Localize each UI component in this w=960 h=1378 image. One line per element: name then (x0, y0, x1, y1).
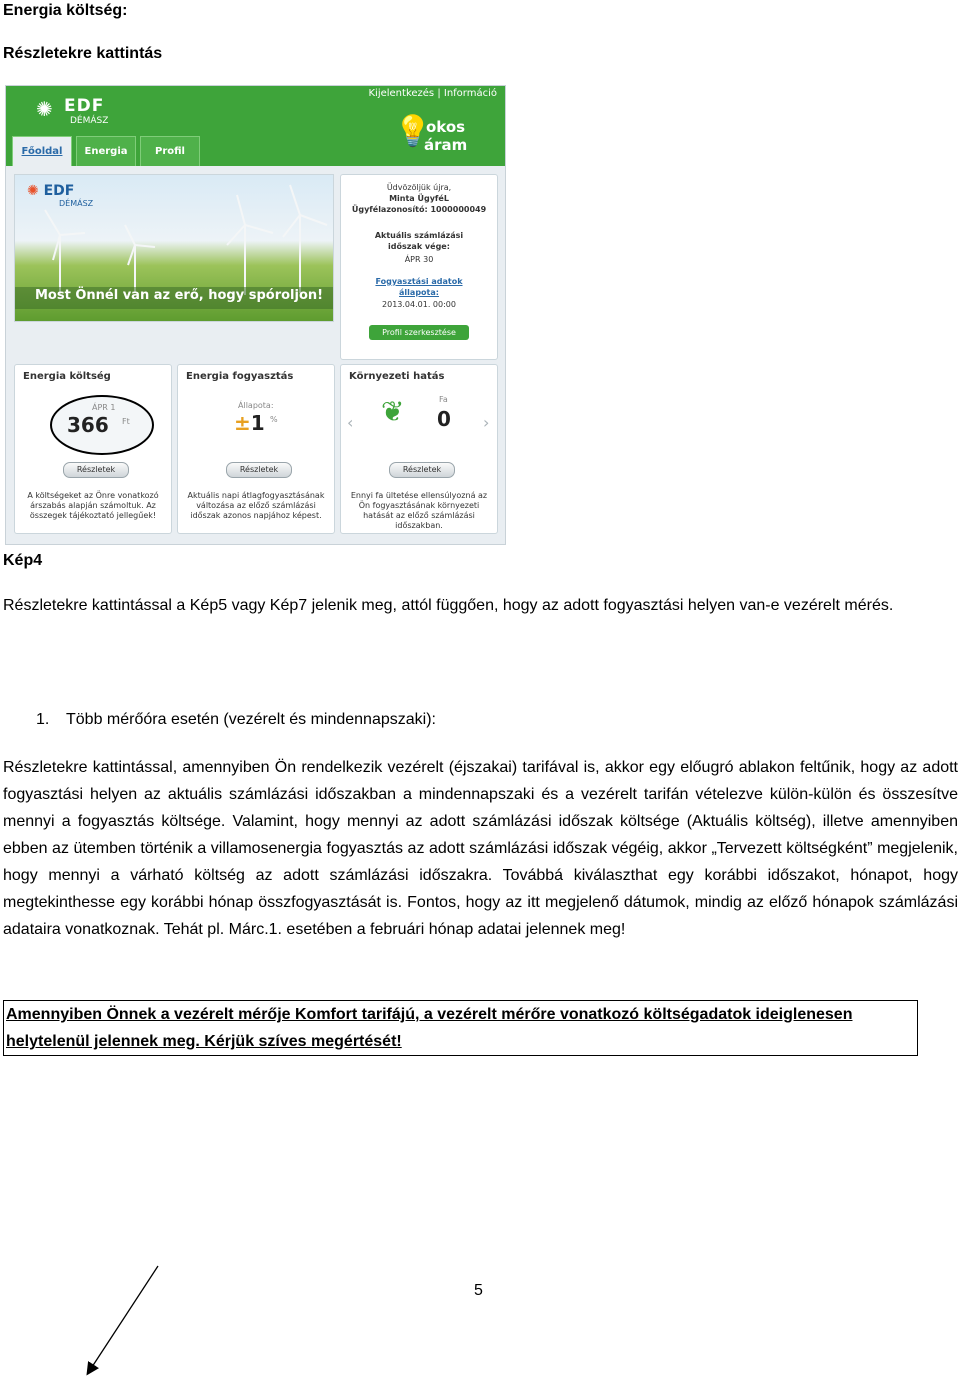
card-energy-cost (14, 364, 172, 534)
consumption-unit: % (270, 415, 278, 424)
card-description: Ennyi fa ültetése ellensúlyozná az Ön fogyasztásának környezeti hatását az előző számlázási időszakban. (350, 491, 488, 530)
consumption-data-link[interactable]: Fogyasztási adatok (375, 277, 463, 286)
period-title-2: időszak vége: (388, 242, 450, 251)
list-number: 1. (36, 711, 50, 728)
figure-caption: Kép4 (3, 552, 43, 569)
notice-box (3, 1000, 918, 1056)
consumption-date: 2013.04.01. 00:00 (382, 300, 456, 309)
card-environmental-impact (340, 364, 498, 534)
consumption-number: 1 (250, 411, 265, 435)
main-nav (12, 136, 204, 166)
top-bar (6, 86, 505, 166)
login-panel (340, 174, 498, 360)
card-energy-consumption (177, 364, 335, 534)
card-description: A költségeket az Önre vonatkozó árszabás alapján számoltuk. Az összegek tájékoztató jellegűek! (27, 491, 159, 520)
edf-sun-icon: ✺ (36, 97, 53, 121)
cost-highlight-oval (50, 395, 154, 455)
top-links[interactable]: Kijelentkezés | Információ (368, 88, 497, 99)
logo-brand: EDF (64, 96, 105, 116)
cost-unit: Ft (122, 417, 130, 426)
tab-energy[interactable]: Energia (76, 136, 136, 166)
page-number: 5 (474, 1282, 483, 1299)
details-button-consumption[interactable]: Részletek (226, 462, 292, 478)
chevron-left-icon[interactable]: ‹ (347, 413, 354, 432)
customer-name: Minta ÜgyféL (389, 194, 449, 203)
customer-id: Ügyfélazonosító: 1000000049 (351, 205, 487, 214)
period-title-1: Aktuális számlázási (374, 231, 464, 240)
consumption-label: Állapota: (238, 401, 274, 410)
banner-slogan: Most Önnél van az erő, hogy spóroljon! (35, 288, 324, 303)
list-heading: Több mérőóra esetén (vezérelt és mindennapszaki): (66, 711, 436, 728)
tab-main[interactable]: Főoldal (12, 136, 72, 166)
plant-icon: ❦ (381, 395, 405, 428)
card-title: Energia költség (23, 371, 111, 382)
cost-month: ÁPR 1 (92, 403, 116, 412)
aram-word: áram (424, 136, 468, 154)
consumption-status-link[interactable]: állapota: (399, 288, 439, 297)
consumption-value (234, 411, 265, 435)
logo-sub: DÉMÁSZ (70, 116, 109, 126)
greeting: Üdvözöljük újra, (386, 183, 452, 192)
heading-details-click: Részletekre kattintás (3, 45, 163, 62)
paragraph-2: Részletekre kattintással, amennyiben Ön rendelkezik vezérelt (éjszakai) tarifával is, akkor egy előugró ablakon feltűnik, hogy az adott fogyasztási helyen az aktuális számlázási időszakban a mindennapszaki és a vezérelt tarifán vételezve külön-külön és összesítve mennyi a fogyasztás költsége. Valamint, hogy mennyi az adott számlázási időszak költsége (Aktuális költség), illetve amennyiben ebben az ütemben történik a villamosenergia fogyasztás az adott számlázási időszak végéig, akkor „Tervezett költségként” megjelenik, hogy mennyi a várható költség az adott számlázási időszakra. Továbbá kiválaszthat egy korábbi időszakot, hónapot, hogy megtekinthesse egy korábbi hónap összfogyasztását is. Fontos, hogy az itt megjelenő dátumok, mindig az előző hónapok számlázási adataira vonatkoznak. Tehát pl. Márc.1. esetében a februári hónap adatai jelennek meg! (3, 759, 958, 938)
heading-energy-cost: Energia költség: (3, 2, 128, 19)
diagonal-arrow-icon (80, 1262, 164, 1378)
banner-sub: DÉMÁSZ (59, 199, 94, 208)
consumption-sign: ± (234, 411, 251, 435)
cost-value: 366 (67, 413, 109, 437)
card-title: Környezeti hatás (349, 371, 445, 382)
bulb-icon: 💡 (394, 114, 432, 149)
banner-logo (27, 183, 74, 199)
okos-aram-logo (394, 114, 474, 160)
card-title: Energia fogyasztás (186, 371, 294, 382)
tree-label: Fa (439, 395, 448, 404)
card-description: Aktuális napi átlagfogyasztásának változása az előző számlázási időszak azonos napjához képest. (187, 491, 325, 520)
screenshot-kep4 (5, 85, 506, 545)
sun-icon: ✺ (27, 183, 39, 199)
paragraph-1: Részletekre kattintással a Kép5 vagy Kép7 jelenik meg, attól függően, hogy az adott fogyasztási helyen van-e vezérelt mérés. (3, 597, 894, 614)
wind-turbine-banner (14, 174, 334, 322)
chevron-right-icon[interactable]: › (483, 413, 490, 432)
notice-text: Amennyiben Önnek a vezérelt mérője Komfort tarifájú, a vezérelt mérőre vonatkozó költségadatok ideiglenesen helytelenül jelennek meg. Kérjük szíves megértését! (6, 1006, 853, 1050)
banner-logo-text: EDF (43, 183, 75, 199)
details-button-cost[interactable]: Részletek (63, 462, 129, 478)
okos-word: okos (426, 118, 466, 136)
details-button-environment[interactable]: Részletek (389, 462, 455, 478)
numbered-heading (36, 706, 436, 733)
edit-profile-button[interactable]: Profil szerkesztése (369, 325, 469, 340)
period-value: ÁPR 30 (404, 255, 434, 264)
tree-value: 0 (437, 407, 451, 431)
tab-profile[interactable]: Profil (140, 136, 200, 166)
